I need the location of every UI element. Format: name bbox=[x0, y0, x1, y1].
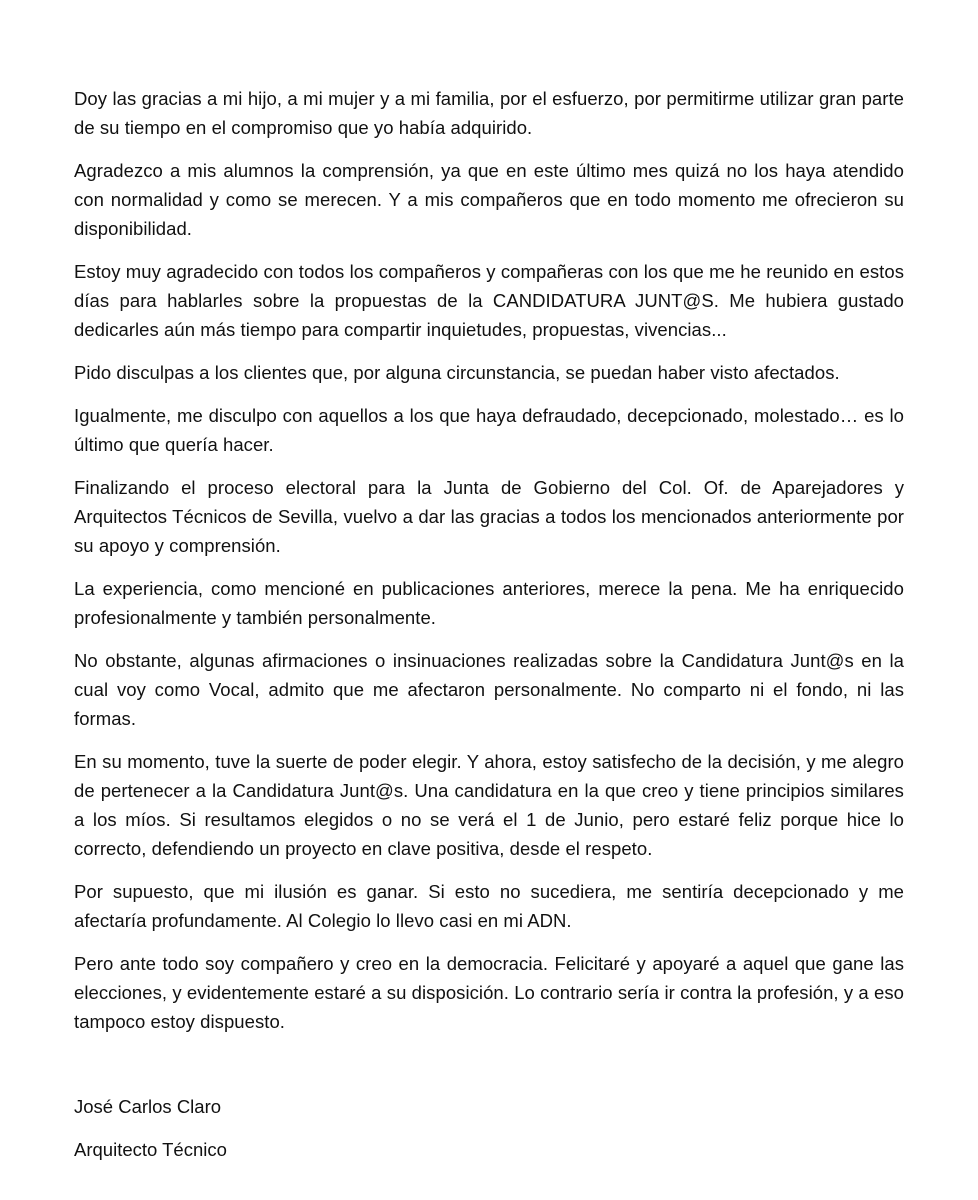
paragraph-apology-others: Igualmente, me disculpo con aquellos a los que haya defraudado, decepcionado, molestado… es lo último que quería hacer. bbox=[74, 405, 904, 455]
paragraph-electoral-process: Finalizando el proceso electoral para la Junta de Gobierno del Col. Of. de Aparejadores y Arquitectos Técnicos de Sevilla, vuelvo a dar las gracias a todos los mencionados anteriormente por su apoyo y comprensión. bbox=[74, 477, 904, 556]
paragraph-thanks-students: Agradezco a mis alumnos la comprensión, ya que en este último mes quizá no los haya atendido con normalidad y como se merecen. Y a mis compañeros que en todo momento me ofrecieron su disponibilidad. bbox=[74, 160, 904, 239]
signature-block bbox=[74, 1092, 904, 1164]
paragraph-insinuations: No obstante, algunas afirmaciones o insinuaciones realizadas sobre la Candidatura Junt@s en la cual voy como Vocal, admito que me afectaron personalmente. No comparto ni el fondo, ni las formas. bbox=[74, 650, 904, 729]
paragraph-hope-to-win: Por supuesto, que mi ilusión es ganar. Si esto no sucediera, me sentiría decepcionado y me afectaría profundamente. Al Colegio lo llevo casi en mi ADN. bbox=[74, 881, 904, 931]
signature-title: Arquitecto Técnico bbox=[74, 1139, 227, 1160]
paragraph-experience: La experiencia, como mencioné en publicaciones anteriores, merece la pena. Me ha enriquecido profesionalmente y también personalmente. bbox=[74, 578, 904, 628]
signature-name: José Carlos Claro bbox=[74, 1096, 222, 1117]
paragraph-decision: En su momento, tuve la suerte de poder elegir. Y ahora, estoy satisfecho de la decisión, y me alegro de pertenecer a la Candidatura Junt@s. Una candidatura en la que creo y tiene principios similares a los míos. Si resultamos elegidos o no se verá el 1 de Junio, pero estaré feliz porque hice lo correcto, defendiendo un proyecto en clave positiva, desde el respeto. bbox=[74, 751, 904, 859]
paragraph-apology-clients: Pido disculpas a los clientes que, por alguna circunstancia, se puedan haber visto afectados. bbox=[74, 362, 840, 383]
letter-body bbox=[74, 84, 904, 1050]
paragraph-thanks-colleagues: Estoy muy agradecido con todos los compañeros y compañeras con los que me he reunido en estos días para hablarles sobre la propuestas de la CANDIDATURA JUNT@S. Me hubiera gustado dedicarles aún más tiempo para compartir inquietudes, propuestas, vivencias... bbox=[74, 261, 904, 340]
paragraph-democracy: Pero ante todo soy compañero y creo en la democracia. Felicitaré y apoyaré a aquel que gane las elecciones, y evidentemente estaré a su disposición. Lo contrario sería ir contra la profesión, y a eso tampoco estoy dispuesto. bbox=[74, 953, 904, 1032]
paragraph-thanks-family: Doy las gracias a mi hijo, a mi mujer y a mi familia, por el esfuerzo, por permitirme utilizar gran parte de su tiempo en el compromiso que yo había adquirido. bbox=[74, 88, 904, 138]
